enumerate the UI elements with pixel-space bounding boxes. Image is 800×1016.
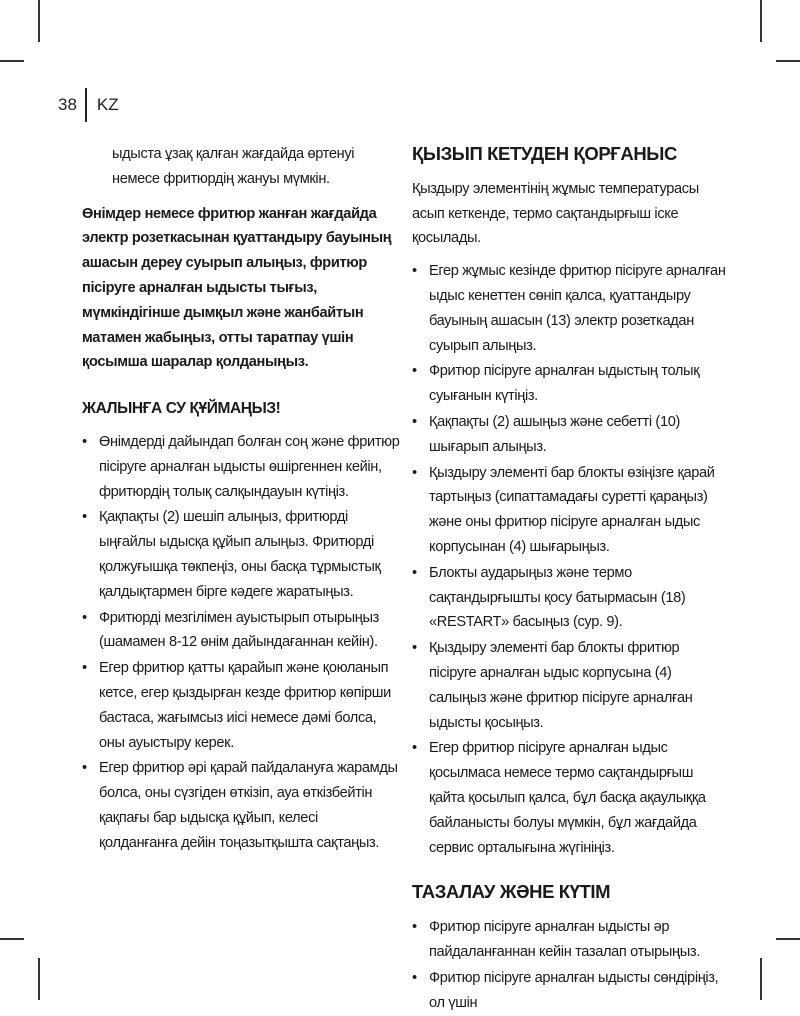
cleaning-list — [412, 915, 730, 1015]
list-item: • Қақпақты (2) шешіп алыңыз, фритюрді ыңғайлы ыдысқа құйып алыңыз. Фритюрді қолжуғышқа төкпеңіз, оны басқа тұрмыстық қалдықтармен бірге кәдеге жаратыңыз. — [82, 505, 400, 604]
list-item: • Егер фритюр қатты қарайып және қоюланып кетсе, егер қыздырған кезде фритюр көпірши бастаса, жағымсыз иісі немесе дәмі болса, оны ауыстыру керек. — [82, 656, 400, 755]
section-heading-no-water: ЖАЛЫНҒА СУ ҚҰЙМАҢЫЗ! — [82, 400, 281, 418]
list-item: • Өнімдерді дайындап болған соң және фритюр пісіруге арналған ыдысты өшіргеннен кейін, фритюрдің толық салқындауын күтіңіз. — [82, 430, 400, 504]
crop-mark-bottom-left-v — [38, 958, 40, 1000]
list-item: • Егер жұмыс кезінде фритюр пісіруге арналған ыдыс кенеттен сөніп қалса, қуаттандыру бауының ашасын (13) электр розеткадан суырып алыңыз. — [412, 259, 730, 358]
crop-mark-top-right-h — [776, 60, 800, 62]
page-number: 38 — [58, 95, 77, 114]
list-item: • Егер фритюр әрі қарай пайдалануға жарамды болса, оны сүзгіден өткізіп, ауа өткізбейтін қақпағы бар ыдысқа құйып, келесі қолданғанға дейін тоңазытқышта сақтаңыз. — [82, 756, 400, 855]
list-item: • Фритюр пісіруге арналған ыдысты сөндіріңіз, ол үшін — [412, 966, 730, 1016]
list-item: • Блокты аударыңыз және термо сақтандырғышты қосу батырмасын (18) «RESTART» басыңыз (сур. 9). — [412, 561, 730, 635]
crop-mark-bottom-right-h — [776, 938, 800, 940]
list-item: • Қыздыру элементі бар блокты өзіңізге қарай тартыңыз (сипаттамадағы суретті қараңыз) және оны фритюр пісіруге арналған ыдыс корпусынан (4) шығарыңыз. — [412, 461, 730, 560]
continuation-text: ыдыста ұзақ қалған жағдайда өртенуі немесе фритюрдің жануы мүмкін. — [112, 146, 355, 187]
section-heading-overheat: ҚЫЗЫП КЕТУДЕН ҚОРҒАНЫС — [412, 143, 677, 164]
crop-mark-top-left-h — [0, 60, 24, 62]
list-item: • Фритюрді мезгілімен ауыстырып отырыңыз (шамамен 8-12 өнім дайындағаннан кейін). — [82, 606, 400, 656]
crop-mark-bottom-left-h — [0, 938, 24, 940]
list-item: • Фритюр пісіруге арналған ыдыстың толық суығанын күтіңіз. — [412, 359, 730, 409]
crop-mark-bottom-right-v — [760, 958, 762, 1000]
list-item: • Қыздыру элементі бар блокты фритюр пісіруге арналған ыдыс корпусына (4) салыңыз және фритюр пісіруге арналған ыдысты қосыңыз. — [412, 636, 730, 735]
list-item: • Егер фритюр пісіруге арналған ыдыс қосылмаса немесе термо сақтандырғыш қайта қосылып қалса, бұл басқа ақаулыққа байланысты болуы мүмкін, бұл жағдайда сервис орталығына жүгініңіз. — [412, 736, 730, 860]
crop-mark-top-right-v — [760, 0, 762, 42]
fire-warning: Өнімдер немесе фритюр жанған жағдайда электр розеткасынан қуаттандыру бауының ашасын дереу суырып алыңыз, фритюр пісіруге арналған ыдысты тығыз, мүмкіндігінше дымқыл және жанбайтын матамен жабыңыз, отты таратпау үшін қосымша шаралар қолданыңыз. — [82, 205, 392, 371]
list-item: • Фритюр пісіруге арналған ыдысты әр пайдаланғаннан кейін тазалап отырыңыз. — [412, 915, 730, 965]
left-column — [82, 142, 400, 857]
right-column — [412, 142, 730, 1016]
section-heading-cleaning: ТАЗАЛАУ ЖӘНЕ КҮТІМ — [412, 881, 611, 903]
oil-care-list — [82, 430, 400, 856]
crop-mark-top-left-v — [38, 0, 40, 42]
overheat-intro: Қыздыру элементінің жұмыс температурасы асып кеткенде, термо сақтандырғыш іске қосылады. — [412, 180, 699, 247]
page-header — [58, 88, 119, 122]
list-item: • Қақпақты (2) ашыңыз және себетті (10) шығарып алыңыз. — [412, 410, 730, 460]
language-code: KZ — [96, 95, 119, 114]
overheat-steps-list — [412, 259, 730, 860]
